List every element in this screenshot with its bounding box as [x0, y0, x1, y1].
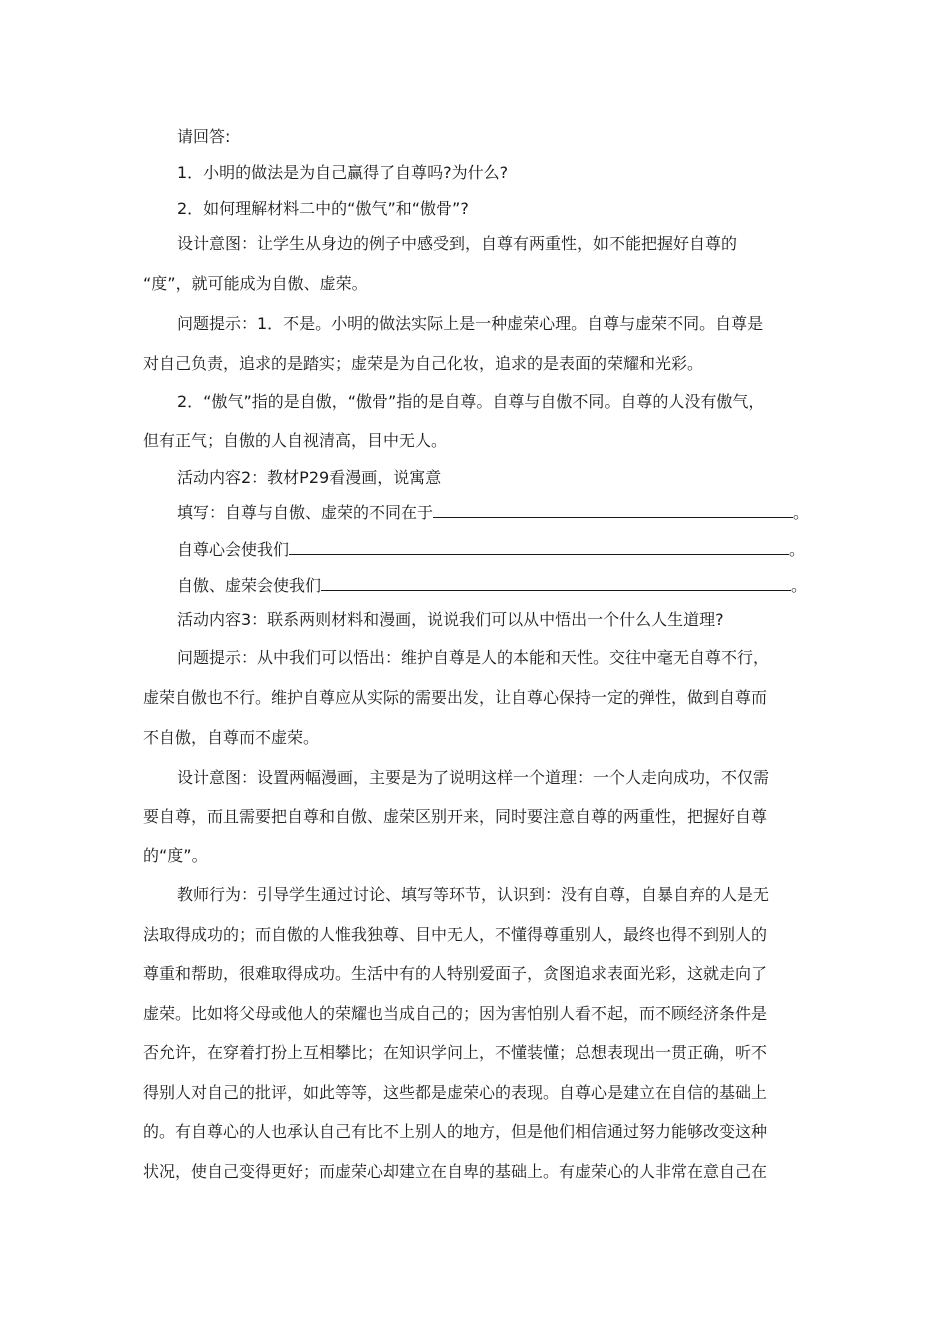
design-intent-2-line-1: 设计意图：设置两幅漫画，主要是为了说明这样一个道理：一个人走向成功，不仅需	[177, 768, 770, 787]
prompt-label: 请回答:	[177, 127, 231, 146]
fill-line-1	[177, 503, 809, 523]
teacher-line-2: 法取得成功的；而自傲的人惟我独尊、目中无人，不懂得尊重别人，最终也得不到别人的	[143, 925, 768, 944]
question-1: 1．小明的做法是为自己赢得了自尊吗?为什么?	[177, 163, 509, 182]
teacher-line-8: 状况，使自己变得更好；而虚荣心却建立在自卑的基础上。有虚荣心的人非常在意自己在	[143, 1162, 768, 1181]
teacher-line-3: 尊重和帮助，很难取得成功。生活中有的人特别爱面子，贪图追求表面光彩，这就走向了	[143, 964, 768, 983]
teacher-line-7: 的。有自尊心的人也承认自己有比不上别人的地方，但是他们相信通过努力能够改变这种	[143, 1122, 768, 1141]
fill-line-2-end: 。	[789, 540, 806, 559]
fill-blank-1[interactable]	[433, 503, 793, 518]
hint-1-line-2: 对自己负责，追求的是踏实；虚荣是为自己化妆，追求的是表面的荣耀和光彩。	[143, 354, 704, 373]
fill-blank-2[interactable]	[289, 540, 789, 555]
design-intent-2-line-3: 的“度”。	[143, 846, 208, 865]
hint-3-line-3: 不自傲，自尊而不虚荣。	[143, 728, 320, 747]
fill-line-3	[177, 576, 807, 596]
hint-2-line-1: 2．“傲气”指的是自傲，“傲骨”指的是自尊。自尊与自傲不同。自尊的人没有傲气，	[177, 392, 765, 411]
design-intent-2-line-2: 要自尊，而且需要把自尊和自傲、虚荣区别开来，同时要注意自尊的两重性，把握好自尊	[143, 807, 768, 826]
fill-line-1-prefix: 填写：自尊与自傲、虚荣的不同在于	[177, 503, 434, 522]
hint-3-line-2: 虚荣自傲也不行。维护自尊应从实际的需要出发，让自尊心保持一定的弹性，做到自尊而	[143, 688, 768, 707]
hint-2-line-2: 但有正气；自傲的人自视清高，目中无人。	[143, 431, 448, 450]
teacher-line-1: 教师行为：引导学生通过讨论、填写等环节，认识到：没有自尊，自暴自弃的人是无	[177, 885, 770, 904]
fill-blank-3[interactable]	[321, 576, 791, 591]
question-2: 2．如何理解材料二中的“傲气”和“傲骨”?	[177, 199, 469, 218]
teacher-line-4: 虚荣。比如将父母或他人的荣耀也当成自己的；因为害怕别人看不起，而不顾经济条件是	[143, 1004, 768, 1023]
fill-line-1-end: 。	[793, 503, 810, 522]
fill-line-2	[177, 540, 805, 560]
design-intent-1-line-1: 设计意图：让学生从身边的例子中感受到，自尊有两重性，如不能把握好自尊的	[177, 234, 738, 253]
activity-3: 活动内容3：联系两则材料和漫画，说说我们可以从中悟出一个什么人生道理?	[177, 610, 724, 629]
design-intent-1-line-2: “度”，就可能成为自傲、虚荣。	[143, 274, 368, 293]
fill-line-3-prefix: 自傲、虚荣会使我们	[177, 576, 322, 595]
hint-1-line-1: 问题提示：1．不是。小明的做法实际上是一种虚荣心理。自尊与虚荣不同。自尊是	[177, 314, 764, 333]
fill-line-2-prefix: 自尊心会使我们	[177, 540, 290, 559]
fill-line-3-end: 。	[791, 576, 808, 595]
teacher-line-5: 否允许，在穿着打扮上互相攀比；在知识学问上，不懂装懂；总想表现出一贯正确，听不	[143, 1043, 768, 1062]
activity-2: 活动内容2：教材P29看漫画，说寓意	[177, 468, 442, 487]
teacher-line-6: 得别人对自己的批评，如此等等，这些都是虚荣心的表现。自尊心是建立在自信的基础上	[143, 1083, 768, 1102]
hint-3-line-1: 问题提示：从中我们可以悟出：维护自尊是人的本能和天性。交往中毫无自尊不行，	[177, 648, 770, 667]
